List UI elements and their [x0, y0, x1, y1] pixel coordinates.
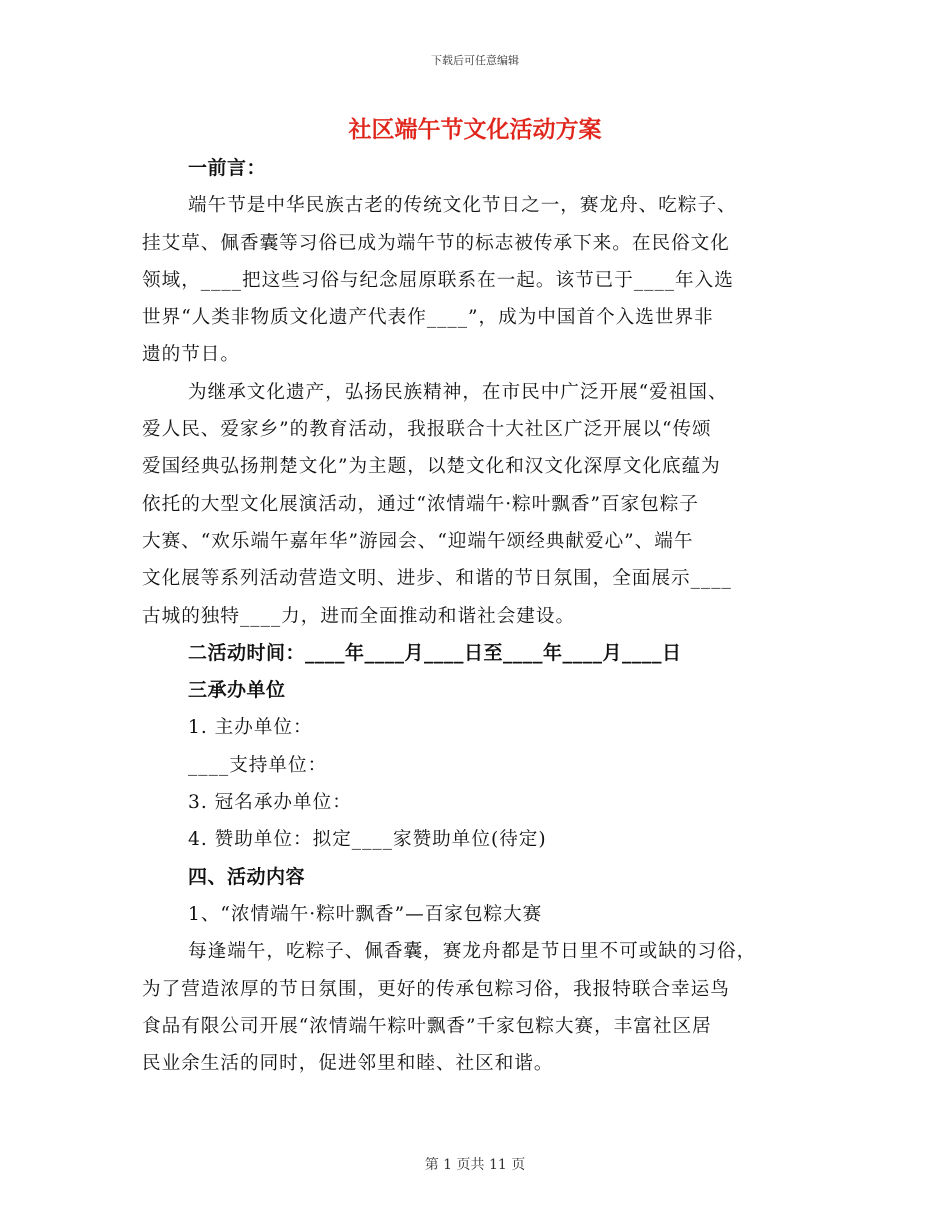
paragraph-line: 爱国经典弘扬荆楚文化”为主题，以楚文化和汉文化深厚文化底蕴为 [142, 456, 721, 478]
list-item: ____支持单位： [188, 754, 328, 776]
paragraph-line: 依托的大型文化展演活动，通过“浓情端午·粽叶飘香”百家包粽子 [142, 493, 699, 515]
paragraph-line: 爱人民、爱家乡”的教育活动，我报联合十大社区广泛开展以“传颂 [142, 419, 712, 441]
page-header: 下载后可任意编辑 [431, 54, 519, 67]
paragraph-line: 为了营造浓厚的节日氛围，更好的传承包粽习俗，我报特联合幸运鸟 [142, 978, 730, 1000]
paragraph-line: 遗的节日。 [142, 344, 240, 366]
paragraph-line: 大赛、“欢乐端午嘉年华”游园会、“迎端午颂经典献爱心”、端午 [142, 530, 694, 552]
page-footer: 第 1 页共 11 页 [424, 1157, 526, 1173]
list-item: 4. 赞助单位：拟定____家赞助单位(待定) [188, 829, 547, 851]
paragraph-line: 食品有限公司开展“浓情端午粽叶飘香”千家包粽大赛，丰富社区居 [142, 1015, 712, 1037]
paragraph-line: 每逢端午，吃粽子、佩香囊，赛龙舟都是节日里不可或缺的习俗， [188, 941, 757, 963]
heading-organizers: 三承办单位 [188, 679, 286, 702]
paragraph-line: 领域，____把这些习俗与纪念屈原联系在一起。该节已于____年入选 [142, 269, 734, 291]
list-item: 1. 主办单位： [188, 717, 313, 739]
paragraph-line: 民业余生活的同时，促进邻里和睦、社区和谐。 [142, 1053, 554, 1075]
paragraph-line: 为继承文化遗产，弘扬民族精神，在市民中广泛开展“爱祖国、 [188, 381, 728, 403]
paragraph-line: 挂艾草、佩香囊等习俗已成为端午节的标志被传承下来。在民俗文化 [142, 232, 730, 254]
paragraph-line: 世界“人类非物质文化遗产代表作____”，成为中国首个入选世界非 [142, 307, 714, 329]
paragraph-line: 古城的独特____力，进而全面推动和谐社会建设。 [142, 605, 576, 627]
heading-activity-time: 二活动时间：____年____月____日至____年____月____日 [188, 641, 682, 664]
document-title: 社区端午节文化活动方案 [348, 116, 602, 143]
document-body [142, 150, 810, 1082]
heading-preface: 一前言： [188, 157, 267, 179]
heading-activity-content: 四、活动内容 [188, 865, 306, 888]
paragraph-line: 文化展等系列活动营造文明、进步、和谐的节日氛围，全面展示____ [142, 568, 732, 590]
paragraph-line: 端午节是中华民族古老的传统文化节日之一，赛龙舟、吃粽子、 [188, 195, 737, 217]
list-item: 3. 冠名承办单位： [188, 792, 352, 814]
subheading: 1、“浓情端午·粽叶飘香”—百家包粽大赛 [188, 903, 543, 925]
